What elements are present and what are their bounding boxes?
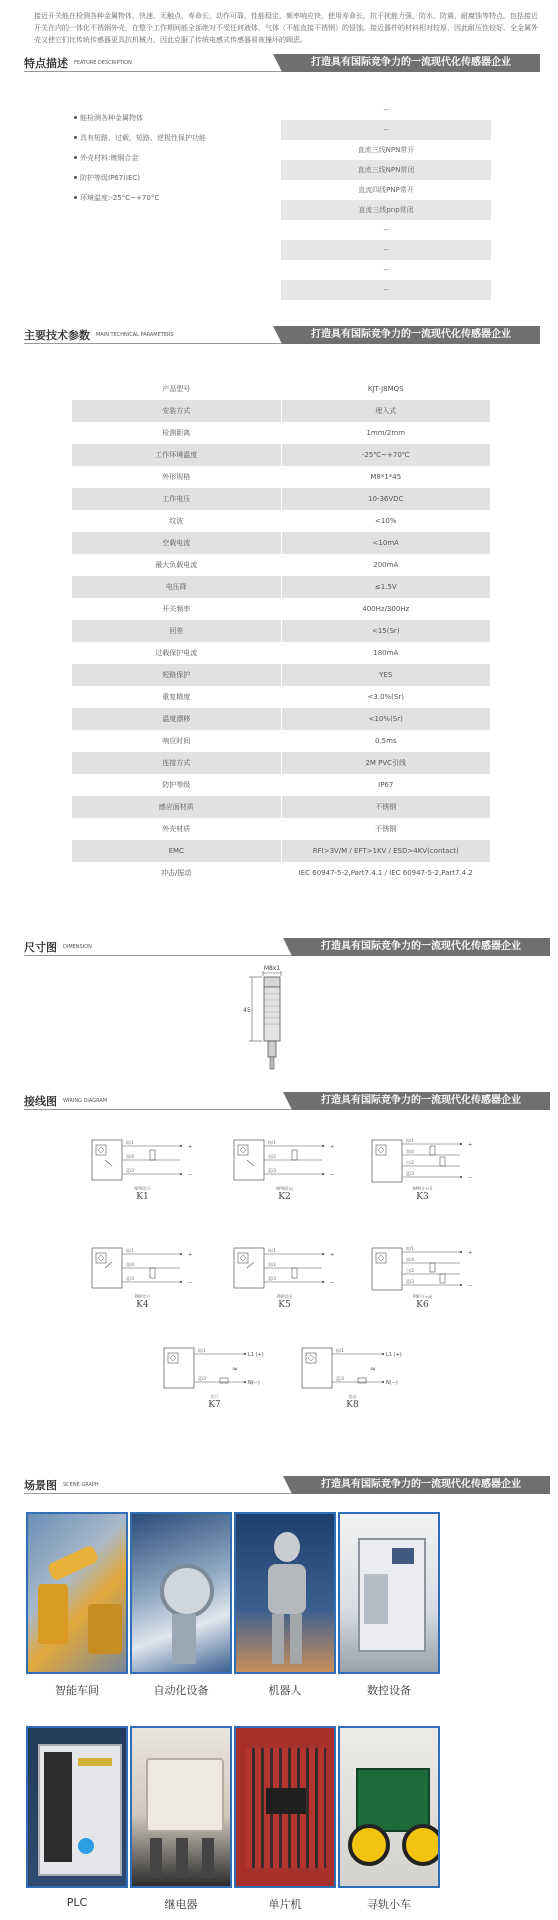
scene-card-robot: [234, 1512, 336, 1698]
spec-row: [72, 444, 490, 466]
spec-value: 400Hz/300Hz: [281, 598, 491, 620]
scene-label: 自动化设备: [153, 1684, 209, 1697]
feature-item: 具有短路、过载、短路、逆极性保护功能: [74, 128, 206, 148]
spec-key: 工作环境温度: [155, 451, 198, 459]
scene-label: 机器人: [268, 1684, 302, 1697]
section-title: 特点描述: [24, 57, 68, 70]
slogan-banner: 打造具有国际竞争力的一流现代化传感器企业: [282, 54, 540, 72]
svg-text:≈: ≈: [232, 1365, 238, 1373]
scene-card-relay: [130, 1726, 232, 1912]
factory-robot-photo: [26, 1512, 128, 1674]
svg-text:−: −: [330, 1172, 335, 1178]
spec-key: 过载保护电流: [155, 649, 198, 657]
wiring-caption: PNP开+闭: [412, 1294, 433, 1299]
spec-row: [72, 818, 490, 840]
spec-value: <10%: [281, 510, 491, 532]
wiring-diagram-k8: [300, 1344, 405, 1410]
feature-item: 环境温度:-25°C~+70°C: [74, 188, 206, 208]
spec-key: 产品型号: [162, 385, 191, 393]
wire-label: 黑/4: [126, 1154, 134, 1159]
slogan-banner: 打造具有国际竞争力的一流现代化传感器企业: [282, 326, 540, 344]
feature-table-row: 直流三线NPN常开: [357, 146, 415, 154]
terminal-label: L1 (+): [248, 1352, 264, 1358]
section-subtitle: MAIN TECHNICAL PARAMETERS: [96, 332, 174, 338]
spec-value: 200mA: [281, 554, 491, 576]
slogan-banner: 打造具有国际竞争力的一流现代化传感器企业: [292, 938, 550, 956]
spec-row: [72, 774, 490, 796]
spec-key: 外壳材质: [162, 825, 191, 833]
spec-key: 响应时间: [162, 737, 191, 745]
scene-card-mcu: [234, 1726, 336, 1912]
svg-text:≈: ≈: [370, 1365, 376, 1373]
spec-row: [72, 664, 490, 686]
feature-table-row: --: [383, 226, 389, 234]
scene-card-cnc: [338, 1512, 440, 1698]
wire-label: 棕/1: [126, 1248, 134, 1253]
terminal-label: N(−): [248, 1380, 260, 1386]
spec-value: 埋入式: [281, 400, 491, 422]
spec-value: <15(Sr): [281, 620, 491, 642]
wire-label: 棕/1: [268, 1248, 276, 1253]
wire-label: 蓝/3: [336, 1376, 344, 1381]
wiring-diagram-k7: [162, 1344, 267, 1410]
spec-row: [72, 686, 490, 708]
svg-text:+: +: [330, 1144, 335, 1150]
wire-label: 棕/1: [126, 1140, 134, 1145]
wiring-caption: NPN开+闭: [412, 1186, 433, 1191]
relay-photo: [130, 1726, 232, 1888]
spec-key: 检测距离: [162, 429, 191, 437]
spec-value: 0.5ms: [281, 730, 491, 752]
wiring-code: K8: [346, 1400, 359, 1410]
wire-label: 蓝/3: [406, 1171, 414, 1176]
wiring-code: K1: [136, 1192, 149, 1202]
spec-row: [72, 532, 490, 554]
scene-card-automation: [130, 1512, 232, 1698]
spec-value: 1mm/2mm: [281, 422, 491, 444]
spec-value: 不锈钢: [281, 818, 491, 840]
wire-label: 棕/1: [406, 1138, 414, 1143]
wire-label: 棕/1: [336, 1348, 344, 1353]
wiring-code: K4: [136, 1300, 149, 1310]
wire-label: 黑/2: [268, 1154, 276, 1159]
svg-text:−: −: [468, 1175, 473, 1181]
spec-value: -25℃~+70℃: [281, 444, 491, 466]
spec-key: 防护等级: [162, 781, 191, 789]
wiring-diagram-k6: [370, 1244, 475, 1310]
section-title: 接线图: [24, 1095, 57, 1108]
spec-key: 外形规格: [162, 473, 191, 481]
spec-row: [72, 796, 490, 818]
wiring-caption: 常开: [210, 1394, 219, 1399]
spec-value: ≤1.5V: [281, 576, 491, 598]
spec-row: [72, 466, 490, 488]
wire-label: 蓝/3: [268, 1168, 276, 1173]
feature-table-row: 直流三线NPN常闭: [281, 160, 491, 180]
section-subtitle: FEATURE DESCRIPTION: [74, 60, 132, 66]
dimension-length-label: 45: [243, 1007, 251, 1014]
spec-value: 180mA: [281, 642, 491, 664]
feature-item: 防护等级IP67(IEC): [74, 168, 206, 188]
feature-item: 外壳材料:镀铜合金: [74, 148, 206, 168]
spec-key: 短路保护: [162, 671, 191, 679]
wiring-caption: NPN常闭: [276, 1186, 293, 1191]
spec-row: [72, 730, 490, 752]
feature-list: [74, 108, 206, 208]
feature-table-row: --: [383, 266, 389, 274]
terminal-label: L1 (+): [386, 1352, 402, 1358]
slogan-banner: 打造具有国际竞争力的一流现代化传感器企业: [292, 1476, 550, 1494]
spec-value: RFI>3V/M / EFT>1KV / ESD>4KV(contact): [281, 840, 491, 862]
wire-label: 蓝/3: [126, 1168, 134, 1173]
scene-label: 数控设备: [367, 1684, 411, 1697]
wiring-diagram-k3: [370, 1136, 475, 1202]
spec-value: 不锈钢: [281, 796, 491, 818]
intro-paragraph: 接近开关能在检测各种金属物体，快速、无触点、寿命长，动作可靠，性能稳定，频率响应快，使用寿命长，抗干扰能力强，防水，防震，耐腐蚀等特点。包括接近开关在内的一体化不锈钢外壳，在整个工作期间能全部绝对不受任何液体，气体（不能直接不锈钢）的侵蚀。接近器件的材料相对较厚，因此耐压性较好。全金属外壳又使它们比传统传感器更具抗机械力，因此克服了传统电感式传感器易被撞坏的顾虑。: [34, 12, 538, 44]
robot-photo: [234, 1512, 336, 1674]
spec-value: M8*1*45: [281, 466, 491, 488]
wiring-code: K3: [416, 1192, 429, 1202]
wiring-code: K5: [278, 1300, 291, 1310]
svg-text:−: −: [188, 1280, 193, 1286]
svg-text:+: +: [468, 1142, 473, 1148]
feature-table-row: --: [281, 120, 491, 140]
svg-text:+: +: [330, 1252, 335, 1258]
spec-row: [72, 708, 490, 730]
wiring-caption: NPN常开: [134, 1186, 151, 1191]
wiring-code: K6: [416, 1300, 429, 1310]
wire-label: 棕/1: [198, 1348, 206, 1353]
spec-row: [72, 620, 490, 642]
wiring-code: K7: [208, 1400, 221, 1410]
wiring-caption: PNP常开: [134, 1294, 151, 1299]
wiring-caption: PNP常闭: [276, 1294, 293, 1299]
feature-table-row: 直流四线PNP常开: [358, 186, 414, 194]
feature-table-row: 直流三线pnp常闭: [281, 200, 491, 220]
plc-photo: [26, 1726, 128, 1888]
svg-text:+: +: [188, 1252, 193, 1258]
terminal-label: N(−): [386, 1380, 398, 1386]
spec-row: [72, 840, 490, 862]
spec-value: IEC 60947-5-2,Part7.4.1 / IEC 60947-5-2,Part7.4.2: [281, 862, 491, 884]
wiring-diagram-k5: [232, 1244, 337, 1310]
spec-key: 最大负载电流: [155, 561, 198, 569]
wire-label: 白/2: [406, 1268, 414, 1273]
spec-key: 感应面材质: [158, 803, 194, 811]
spec-row: [72, 510, 490, 532]
svg-text:+: +: [188, 1144, 193, 1150]
spec-key: 开关频率: [162, 605, 191, 613]
scene-label: 单片机: [268, 1898, 302, 1911]
svg-text:−: −: [188, 1172, 193, 1178]
svg-text:−: −: [468, 1283, 473, 1289]
rail-car-photo: [338, 1726, 440, 1888]
spec-key: 工作电压: [162, 495, 191, 503]
wire-label: 蓝/3: [198, 1376, 206, 1381]
spec-value: <3.0%(Sr): [281, 686, 491, 708]
scene-card-workshop: [26, 1512, 128, 1698]
spec-row: [72, 554, 490, 576]
spec-value: <10mA: [281, 532, 491, 554]
section-title: 尺寸图: [24, 941, 57, 954]
spec-key: EMC: [168, 847, 184, 855]
feature-table-row: --: [383, 106, 389, 114]
section-subtitle: DIMENSION: [63, 944, 92, 950]
spec-key: 连接方式: [162, 759, 191, 767]
spec-row: [72, 752, 490, 774]
dimension-thread-label: M8x1: [263, 965, 281, 972]
spec-value: <10%(Sr): [281, 708, 491, 730]
spec-row: [72, 576, 490, 598]
spec-key: 纹波: [169, 517, 184, 525]
spec-value: 10-36VDC: [281, 488, 491, 510]
wiring-code: K2: [278, 1192, 291, 1202]
wire-label: 棕/1: [268, 1140, 276, 1145]
wiring-caption: 常闭: [348, 1394, 357, 1399]
feature-table-row: --: [281, 240, 491, 260]
spec-key: 空载电流: [162, 539, 191, 547]
spec-value: KJT-J8MQS: [281, 378, 491, 400]
spec-key: 安装方式: [162, 407, 191, 415]
wiring-diagram-k2: [232, 1136, 337, 1202]
wire-label: 黑/4: [406, 1257, 414, 1262]
wire-label: 蓝/3: [126, 1276, 134, 1281]
wire-label: 黑/2: [268, 1262, 276, 1267]
spec-row: [72, 422, 490, 444]
spec-value: YES: [281, 664, 491, 686]
spec-row: [72, 598, 490, 620]
spec-row: [72, 862, 490, 884]
wire-label: 棕/1: [406, 1246, 414, 1251]
spec-row: [72, 642, 490, 664]
spec-table: [72, 378, 490, 884]
mcu-photo: [234, 1726, 336, 1888]
wire-label: 白/2: [406, 1160, 414, 1165]
feature-item: 能检测各种金属物体: [74, 108, 206, 128]
scene-label: 继电器: [164, 1898, 198, 1911]
spec-key: 重复精度: [162, 693, 191, 701]
spec-value: 2M PVC引线: [281, 752, 491, 774]
section-subtitle: WIRING DIAGRAM: [63, 1098, 108, 1104]
wiring-diagram-k4: [90, 1244, 195, 1310]
spec-key: 冲击/振动: [161, 869, 192, 877]
spec-key: 温度漂移: [162, 715, 191, 723]
slogan-banner: 打造具有国际竞争力的一流现代化传感器企业: [292, 1092, 550, 1110]
wire-label: 黑/4: [406, 1149, 414, 1154]
dimension-drawing: [240, 962, 310, 1072]
wire-label: 黑/4: [126, 1262, 134, 1267]
scene-label: PLC: [66, 1896, 88, 1909]
svg-text:−: −: [330, 1280, 335, 1286]
automation-photo: [130, 1512, 232, 1674]
spec-row: [72, 400, 490, 422]
spec-row: [72, 378, 490, 400]
svg-text:+: +: [468, 1250, 473, 1256]
scene-card-plc: [26, 1726, 128, 1909]
wiring-diagram-k1: [90, 1136, 195, 1202]
section-title: 场景图: [24, 1479, 57, 1492]
spec-value: IP67: [281, 774, 491, 796]
section-subtitle: SCENE GRAPH: [63, 1482, 99, 1488]
wire-label: 蓝/3: [268, 1276, 276, 1281]
feature-table: [281, 100, 491, 300]
section-title: 主要技术参数: [24, 329, 90, 342]
wire-label: 蓝/3: [406, 1279, 414, 1284]
scene-label: 智能车间: [55, 1684, 99, 1697]
cnc-photo: [338, 1512, 440, 1674]
spec-key: 回差: [169, 627, 184, 635]
spec-key: 电压降: [165, 583, 187, 591]
scene-card-railcar: [338, 1726, 440, 1912]
spec-row: [72, 488, 490, 510]
scene-label: 寻轨小车: [367, 1898, 411, 1911]
feature-table-row: --: [281, 280, 491, 300]
